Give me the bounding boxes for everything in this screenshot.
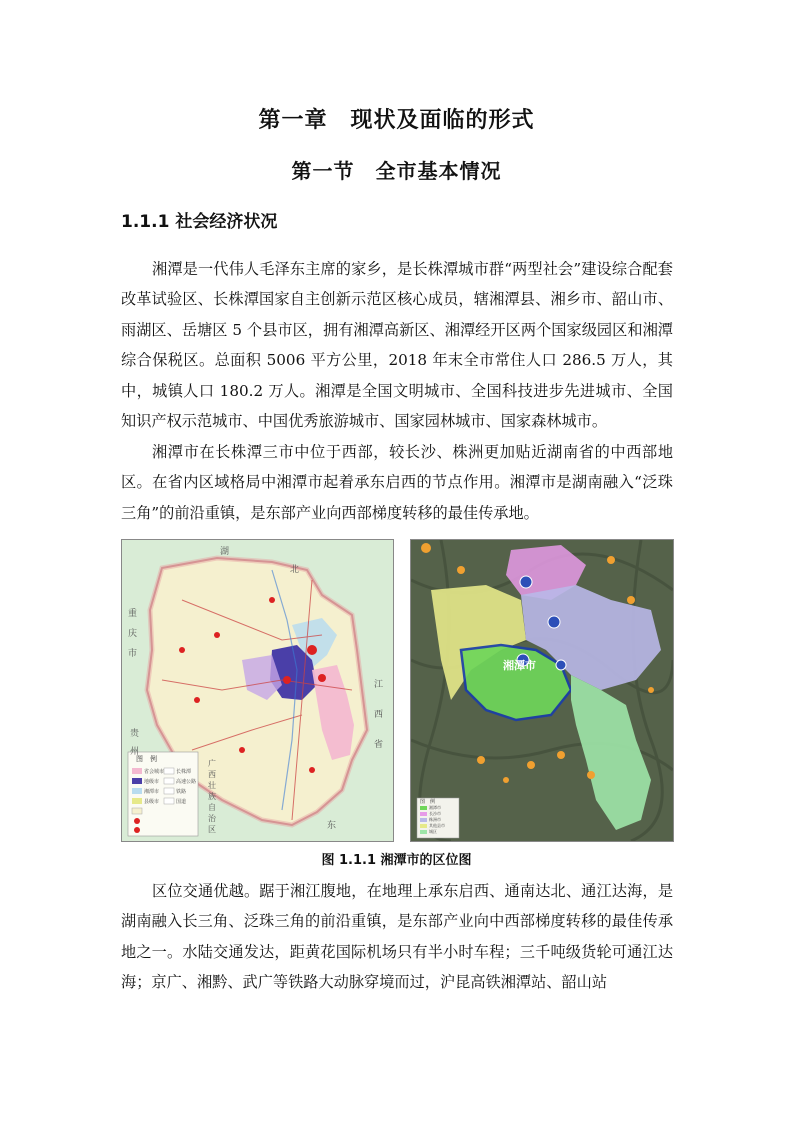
xiangtan-city-label: 湘潭市 bbox=[503, 659, 536, 672]
subsection-title: 1.1.1 社会经济状况 bbox=[121, 212, 278, 232]
map-label-north: 北 bbox=[290, 565, 300, 575]
paragraph-1: 湘潭是一代伟人毛泽东主席的家乡，是长株潭城市群“两型社会”建设综合配套改革试验区、长株潭国家自主创新示范区核心成员，辖湘潭县、湘乡市、韶山市、雨湖区、岳塘区 5 个县市区，拥有湘潭高新区、湘潭经开区两个国家级园区和湘潭综合保税区。总面积 5006 平方公里，2018 年末全市常住人口 286.5 万人，其中，城镇人口 180.2 万人。湘潭是全国文明城市、全国科技进步先进城市、全国知识产权示范城市、中国优秀旅游城市、国家园林城市、国家森林城市。 bbox=[121, 260, 673, 431]
map-label-guangxi: 广 西 壮 族 自 治 区 bbox=[208, 759, 216, 834]
changsha-city-marker bbox=[520, 576, 532, 588]
map-label-jiangxi: 江 西 省 bbox=[374, 680, 384, 750]
chapter-title: 第一章 现状及面临的形式 bbox=[258, 108, 535, 133]
left-legend-items-b: 长株潭 高速公路 铁路 国道 bbox=[176, 769, 197, 805]
right-legend-items: 湘潭市 长沙市 株洲市 其他县市 城区 bbox=[429, 805, 445, 834]
left-legend-title: 图 例 bbox=[136, 755, 157, 763]
map-label-guizhou: 贵 州 bbox=[130, 729, 140, 757]
hunan-province-map bbox=[121, 539, 394, 842]
left-legend-items-a: 省会城市 地级市 湘潭市 县级市 bbox=[144, 769, 165, 805]
paragraph-2: 湘潭市在长株潭三市中位于西部，较长沙、株洲更加贴近湖南省的中西部地区。在省内区域格局中湘潭市起着承东启西的节点作用。湘潭市是湖南融入“泛珠三角”的前沿重镇，是东部产业向西部梯度转移的最佳传承地。 bbox=[121, 443, 673, 522]
map-label-hu: 湖 bbox=[220, 547, 230, 557]
region-map-svg bbox=[411, 540, 673, 841]
changsha-marker bbox=[307, 645, 317, 655]
section-title: 第一节 全市基本情况 bbox=[291, 159, 502, 183]
map-label-east: 东 bbox=[327, 821, 337, 831]
paragraph-3: 区位交通优越。踞于湘江腹地，在地理上承东启西、通南达北、通江达海，是湖南融入长三角、泛珠三角的前沿重镇，是东部产业向中西部梯度转移的最佳传承地之一。水陆交通发达，距黄花国际机场只有半小时车程；三千吨级货轮可通江达海；京广、湘黔、武广等铁路大动脉穿境而过，沪昆高铁湘潭站、韶山站 bbox=[121, 882, 673, 992]
changzhutan-region-map bbox=[410, 539, 674, 842]
right-legend-title: 图 例 bbox=[420, 799, 436, 805]
map-label-chongqing: 重 庆 市 bbox=[128, 609, 138, 659]
figure-caption: 图 1.1.1 湘潭市的区位图 bbox=[321, 853, 472, 868]
